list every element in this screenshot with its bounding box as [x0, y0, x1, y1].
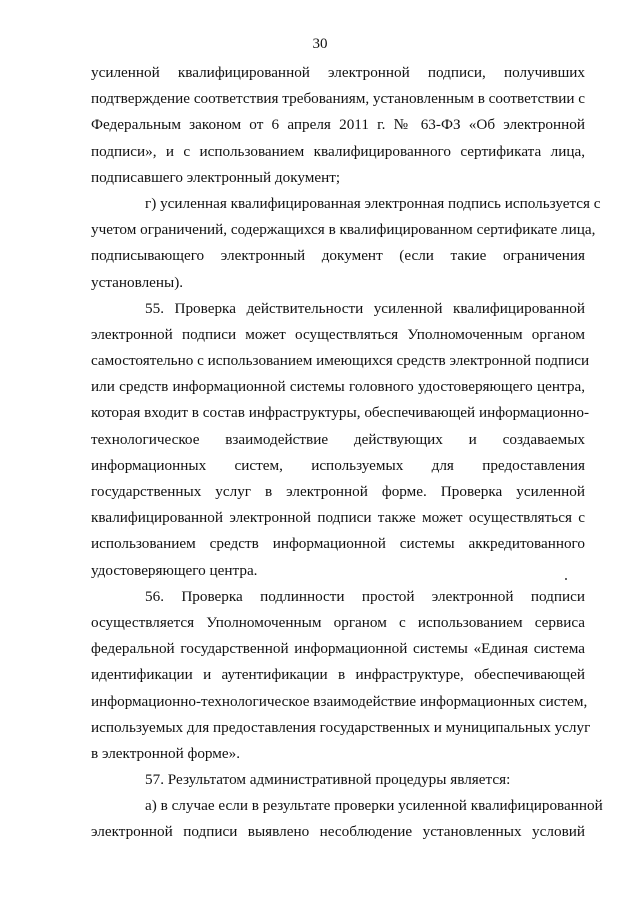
text-line: Федеральным законом от 6 апреля 2011 г. № 63-ФЗ «Об электронной [91, 116, 585, 134]
text-line: электронной подписи может осуществляться Уполномоченным органом [91, 325, 585, 343]
text-line: электронной подписи выявлено несоблюдение установленных условий [91, 823, 585, 841]
text-line: 56. Проверка подлинности простой электронной подписи [145, 587, 585, 605]
text-line: учетом ограничений, содержащихся в квалифицированном сертификате лица, [91, 221, 596, 239]
text-line: информационно-технологическое взаимодействие информационных систем, [91, 692, 588, 710]
scan-speck [565, 578, 567, 580]
text-line: квалифицированной электронной подписи также может осуществляться с [91, 509, 585, 527]
text-line: усиленной квалифицированной электронной подписи, получивших [91, 64, 585, 81]
text-line: подписывающего электронный документ (если такие ограничения [91, 247, 585, 265]
paragraph [91, 796, 603, 848]
text-line: подписи», и с использованием квалифицированного сертификата лица, [91, 142, 585, 160]
text-line: самостоятельно с использованием имеющихся средств электронной подписи [91, 352, 590, 370]
text-line: г) усиленная квалифицированная электронная подпись используется с [145, 194, 601, 212]
text-line: в электронной форме». [91, 744, 241, 762]
paragraph [91, 770, 585, 796]
text-line: федеральной государственной информационной системы «Единая система [91, 640, 585, 658]
page-number: 30 [312, 36, 328, 52]
text-line: информационных систем, используемых для предоставления [91, 456, 585, 474]
paragraph [91, 194, 601, 299]
paragraph [91, 63, 585, 194]
text-line: удостоверяющего центра. [91, 561, 258, 579]
text-line: 57. Результатом административной процедуры является: [145, 771, 511, 789]
paragraph [91, 299, 590, 587]
text-line: идентификации и аутентификации в инфраструктуре, обеспечивающей [91, 666, 585, 684]
paragraph [91, 587, 591, 770]
text-line: 55. Проверка действительности усиленной квалифицированной [145, 299, 585, 317]
text-line: используемых для предоставления государственных и муниципальных услуг [91, 718, 591, 736]
text-line: а) в случае если в результате проверки усиленной квалифицированной [145, 797, 603, 815]
text-line: использованием средств информационной системы аккредитованного [91, 535, 585, 553]
text-line: подтверждение соответствия требованиям, установленным в соответствии с [91, 90, 586, 108]
text-line: установлены). [91, 273, 184, 291]
text-line: или средств информационной системы головного удостоверяющего центра, [91, 378, 585, 396]
text-line: государственных услуг в электронной форме. Проверка усиленной [91, 483, 585, 500]
text-line: подписавшего электронный документ; [91, 168, 341, 186]
text-line: осуществляется Уполномоченным органом с использованием сервиса [91, 613, 585, 631]
text-line: которая входит в состав инфраструктуры, обеспечивающей информационно- [91, 404, 590, 422]
text-line: технологическое взаимодействие действующих и создаваемых [91, 430, 585, 448]
document-body [91, 63, 603, 849]
